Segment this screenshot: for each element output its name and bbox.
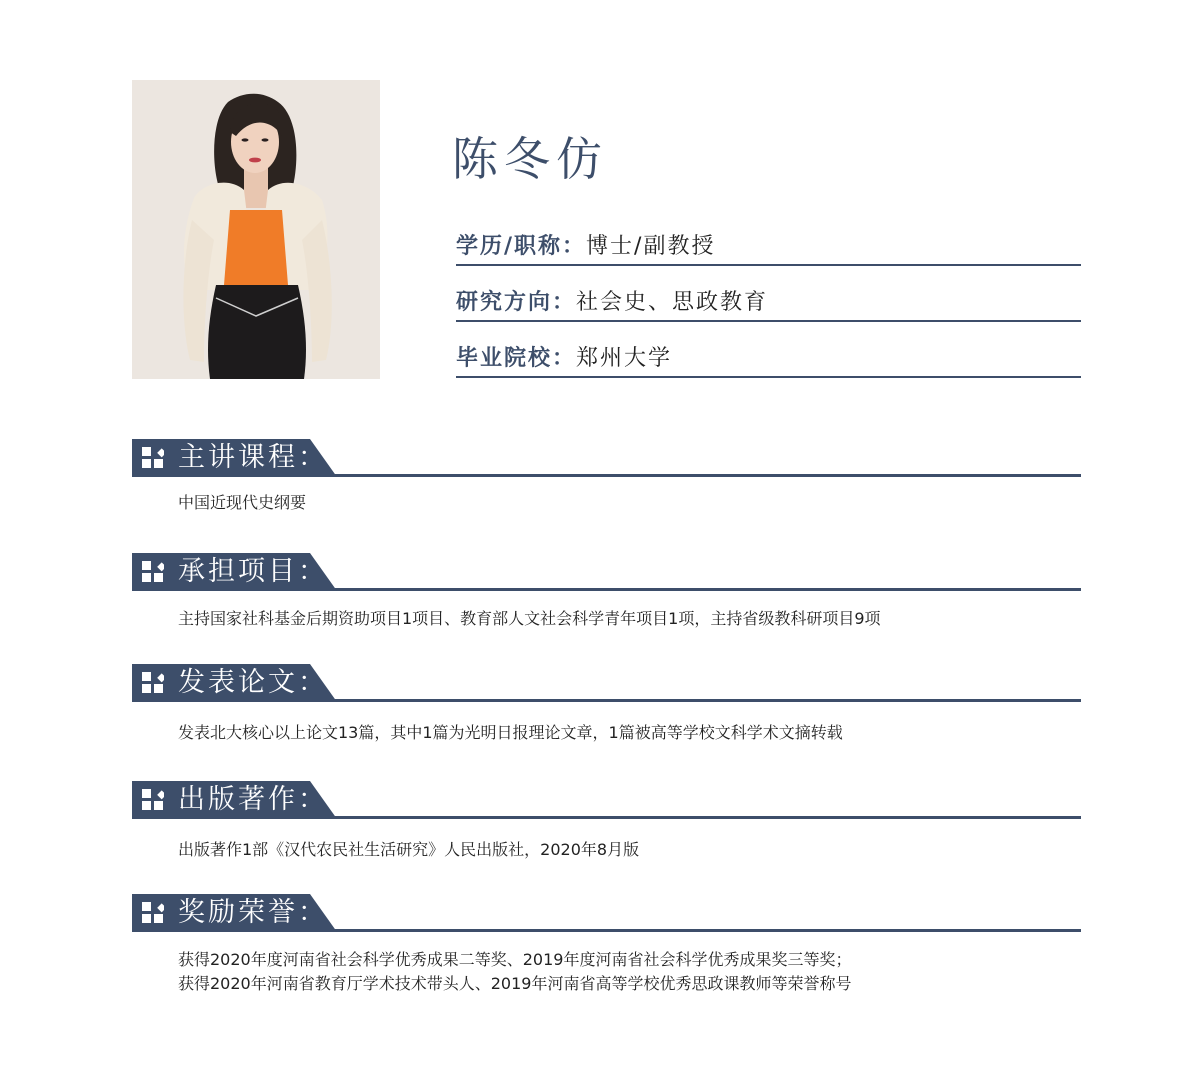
section-line: 获得2020年河南省教育厅学术技术带头人、2019年河南省高等学校优秀思政课教师等荣誉称号 xyxy=(178,974,852,993)
section-line: 获得2020年度河南省社会科学优秀成果二等奖、2019年度河南省社会科学优秀成果奖三等奖； xyxy=(178,950,852,969)
section-title: 奖励荣誉： xyxy=(178,897,328,928)
section-body-honors xyxy=(178,948,1078,996)
info-value: 郑州大学 xyxy=(576,345,673,371)
info-row-research xyxy=(456,280,1081,322)
section-header-courses xyxy=(132,439,1081,477)
portrait-photo xyxy=(132,80,380,379)
section-header-honors xyxy=(132,894,1081,932)
grid-squares-icon xyxy=(142,789,164,811)
person-name: 陈冬仿 xyxy=(452,132,608,186)
section-header-books xyxy=(132,781,1081,819)
section-title: 承担项目： xyxy=(178,556,328,587)
info-label: 毕业院校： xyxy=(456,345,577,371)
grid-squares-icon xyxy=(142,902,164,924)
section-body-papers xyxy=(178,721,1078,745)
info-value: 博士/副教授 xyxy=(586,233,716,259)
section-title: 发表论文： xyxy=(178,667,328,698)
section-title: 主讲课程： xyxy=(178,442,328,473)
section-line: 发表北大核心以上论文13篇，其中1篇为光明日报理论文章，1篇被高等学校文科学术文摘转载 xyxy=(178,723,843,742)
info-row-school xyxy=(456,336,1081,378)
info-row-degree xyxy=(456,224,1081,266)
section-body-courses xyxy=(178,491,1078,515)
section-header-papers xyxy=(132,664,1081,702)
section-line: 出版著作1部《汉代农民社生活研究》人民出版社，2020年8月版 xyxy=(178,840,640,859)
section-line: 主持国家社科基金后期资助项目1项目、教育部人文社会科学青年项目1项，主持省级教科研项目9项 xyxy=(178,609,881,628)
section-line: 中国近现代史纲要 xyxy=(178,493,307,512)
section-body-books xyxy=(178,838,1078,862)
info-label: 研究方向： xyxy=(456,289,577,315)
grid-squares-icon xyxy=(142,672,164,694)
info-value: 社会史、思政教育 xyxy=(576,289,769,315)
grid-squares-icon xyxy=(142,561,164,583)
grid-squares-icon xyxy=(142,447,164,469)
section-body-projects xyxy=(178,607,1078,631)
section-header-projects xyxy=(132,553,1081,591)
info-label: 学历/职称： xyxy=(456,233,587,259)
section-title: 出版著作： xyxy=(178,784,328,815)
